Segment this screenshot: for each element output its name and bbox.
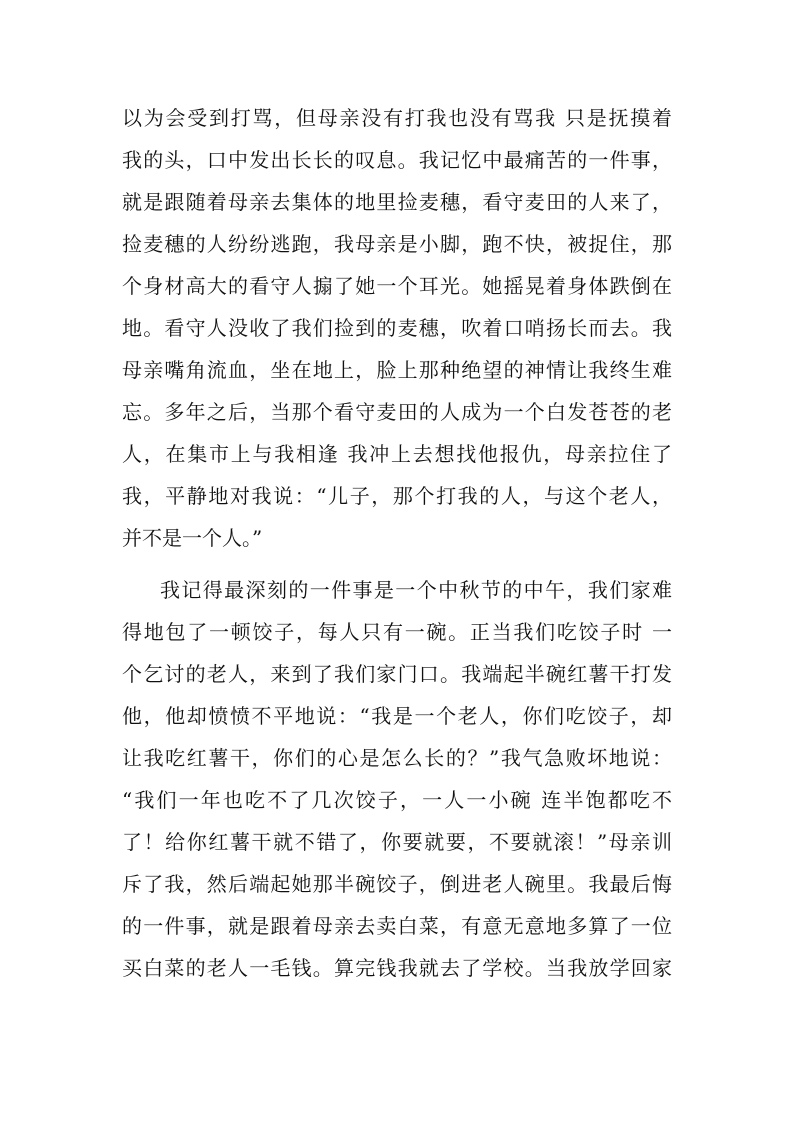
text-line: 我，平静地对我说：“儿子，那个打我的人，与这个老人， (122, 484, 672, 508)
text-line: 买白菜的老人一毛钱。算完钱我就去了学校。当我放学回家 (122, 956, 672, 980)
text-line: 忘。多年之后，当那个看守麦田的人成为一个白发苍苍的老 (122, 400, 672, 424)
text-line: 斥了我，然后端起她那半碗饺子，倒进老人碗里。我最后悔 (122, 872, 672, 896)
text-line: 他，他却愤愤不平地说：“我是一个老人，你们吃饺子，却 (122, 704, 672, 728)
text-line: 让我吃红薯干，你们的心是怎么长的？”我气急败坏地说： (122, 746, 672, 770)
text-line: 的一件事，就是跟着母亲去卖白菜，有意无意地多算了一位 (122, 914, 672, 938)
text-line: “我们一年也吃不了几次饺子，一人一小碗 连半饱都吃不 (122, 788, 672, 812)
text-line: 人，在集市上与我相逢 我冲上去想找他报仇，母亲拉住了 (122, 442, 672, 466)
text-line: 个乞讨的老人，来到了我们家门口。我端起半碗红薯干打发 (122, 662, 672, 686)
text-line: 我的头，口中发出长长的叹息。我记忆中最痛苦的一件事， (122, 148, 672, 172)
text-line: 了！给你红薯干就不错了，你要就要，不要就滚！”母亲训 (122, 830, 672, 854)
text-line: 捡麦穗的人纷纷逃跑，我母亲是小脚，跑不快，被捉住，那 (122, 232, 672, 256)
text-line: 地。看守人没收了我们捡到的麦穗，吹着口哨扬长而去。我 (122, 316, 672, 340)
text-line: 以为会受到打骂，但母亲没有打我也没有骂我 只是抚摸着 (122, 106, 672, 130)
text-line: 并不是一个人。” (122, 526, 263, 550)
text-line: 就是跟随着母亲去集体的地里捡麦穗，看守麦田的人来了， (122, 190, 672, 214)
text-line: 母亲嘴角流血，坐在地上，脸上那种绝望的神情让我终生难 (122, 358, 672, 382)
text-line: 个身材高大的看守人搧了她一个耳光。她摇晃着身体跌倒在 (122, 274, 672, 298)
text-line: 我记得最深刻的一件事是一个中秋节的中午，我们家难 (160, 578, 672, 602)
text-line: 得地包了一顿饺子，每人只有一碗。正当我们吃饺子时 一 (122, 620, 672, 644)
